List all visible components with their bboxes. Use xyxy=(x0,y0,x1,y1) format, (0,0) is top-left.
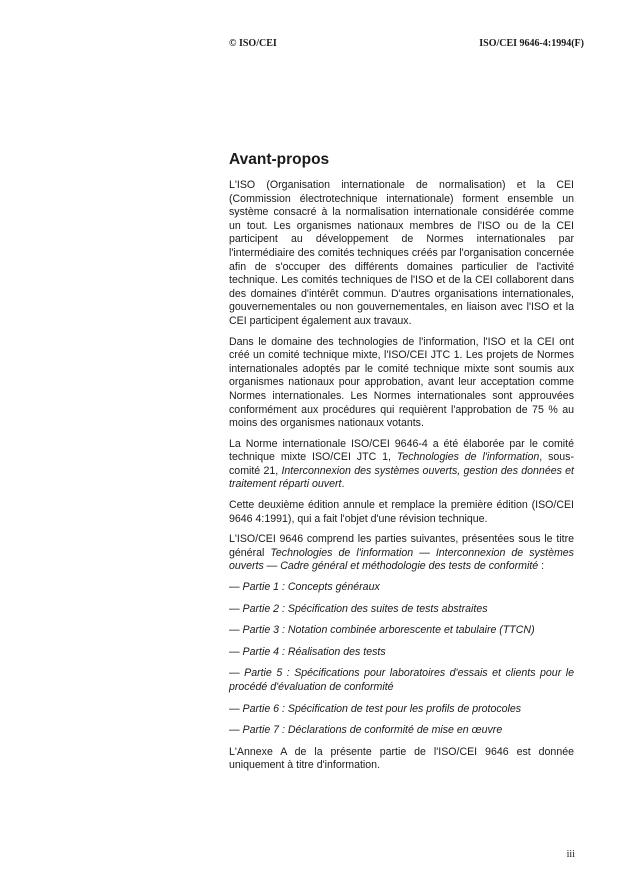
header-standard-id: ISO/CEI 9646-4:1994(F) xyxy=(479,38,584,49)
part-label: Partie 3 : Notation combinée arborescente et tabulaire (TTCN) xyxy=(242,624,535,637)
page-title: Avant-propos xyxy=(229,151,330,168)
paragraph-elaboration-text: La Norme internationale ISO/CEI 9646-4 a été élaborée par le comité technique mixte ISO/CEI JTC 1, xyxy=(229,437,574,464)
parts-intro-text: L'ISO/CEI 9646 comprend les parties suivantes, présentées sous le titre général xyxy=(229,533,574,559)
part-label: Partie 6 : Spécification de test pour les profils de protocoles xyxy=(242,702,522,715)
parts-list xyxy=(229,581,574,738)
part-label: Partie 4 : Réalisation des tests xyxy=(242,645,386,658)
part-label: Partie 5 : Spécifications pour laboratoires d'essais et clients pour le procédé d'évaluation de conformité xyxy=(229,667,574,693)
part-label: Partie 1 : Concepts généraux xyxy=(242,581,380,594)
paragraph-jtc1: Dans le domaine des technologies de l'information, l'ISO et la CEI ont créé un comité technique mixte, l'ISO/CEI JTC 1. Les projets de Normes internationales adoptés par le comité technique mixte sont soumis aux organismes nationaux pour approbation, avant leur acceptation comme Normes internationales. Les Normes internationales sont approuvées conformément aux procédures qui requièrent l'approbation de 75 % au moins des organismes nationaux votants. xyxy=(229,335,574,430)
list-dash: — xyxy=(229,624,243,637)
list-item xyxy=(229,646,574,660)
page-number: iii xyxy=(566,849,575,860)
paragraph-elaboration-text-2: , sous-comité 21, xyxy=(229,451,574,477)
part-label: Partie 7 : Déclarations de conformité de mise en œuvre xyxy=(242,724,503,737)
parts-intro-colon: : xyxy=(538,560,545,573)
list-item xyxy=(229,667,574,694)
list-dash: — xyxy=(229,702,243,715)
list-item xyxy=(229,603,574,617)
paragraph-parts-intro xyxy=(229,533,574,574)
list-item xyxy=(229,724,574,738)
list-item xyxy=(229,703,574,717)
list-item xyxy=(229,624,574,638)
list-dash: — xyxy=(229,581,243,594)
list-dash: — xyxy=(229,667,245,680)
list-dash: — xyxy=(229,724,243,737)
committee-title: Technologies de l'information xyxy=(396,451,540,464)
paragraph-intro: L'ISO (Organisation internationale de normalisation) et la CEI (Commission électrotechnique internationale) forment ensemble un système consacré à la normalisation internationale considérée comme un tout. Les organismes nationaux membres de l'ISO ou de la CEI participent au développement de Normes internationales par l'intermédiaire des comités techniques créés par l'organisation concernée afin de s'occuper des différents domaines particulier de l'activité technique. Les comités techniques de l'ISO et de la CEI collaborent dans des domaines d'intérêt commun. D'autres organisations internationales, gouvernementales ou non gouvernementales, en liaison avec l'ISO et la CEI participent également aux travaux. xyxy=(229,179,574,327)
subcommittee-title: Interconnexion des systèmes ouverts, gestion des données et traitement réparti ouvert xyxy=(229,464,574,491)
paragraph-elaboration-end: . xyxy=(341,478,345,491)
list-dash: — xyxy=(229,602,243,615)
paragraph-elaboration xyxy=(229,438,574,492)
document-body xyxy=(229,179,574,780)
list-dash: — xyxy=(229,645,243,658)
header-copyright: © ISO/CEI xyxy=(229,38,277,49)
paragraph-annex: L'Annexe A de la présente partie de l'ISO/CEI 9646 est donnée uniquement à titre d'information. xyxy=(229,745,574,772)
list-item xyxy=(229,581,574,595)
part-label: Partie 2 : Spécification des suites de tests abstraites xyxy=(242,602,488,615)
general-title: Technologies de l'information — Interconnexion de systèmes ouverts — Cadre général et méthodologie des tests de conformité xyxy=(229,546,574,573)
paragraph-edition: Cette deuxième édition annule et remplace la première édition (ISO/CEI 9646 4:1991), qui a fait l'objet d'une révision technique. xyxy=(229,499,574,525)
